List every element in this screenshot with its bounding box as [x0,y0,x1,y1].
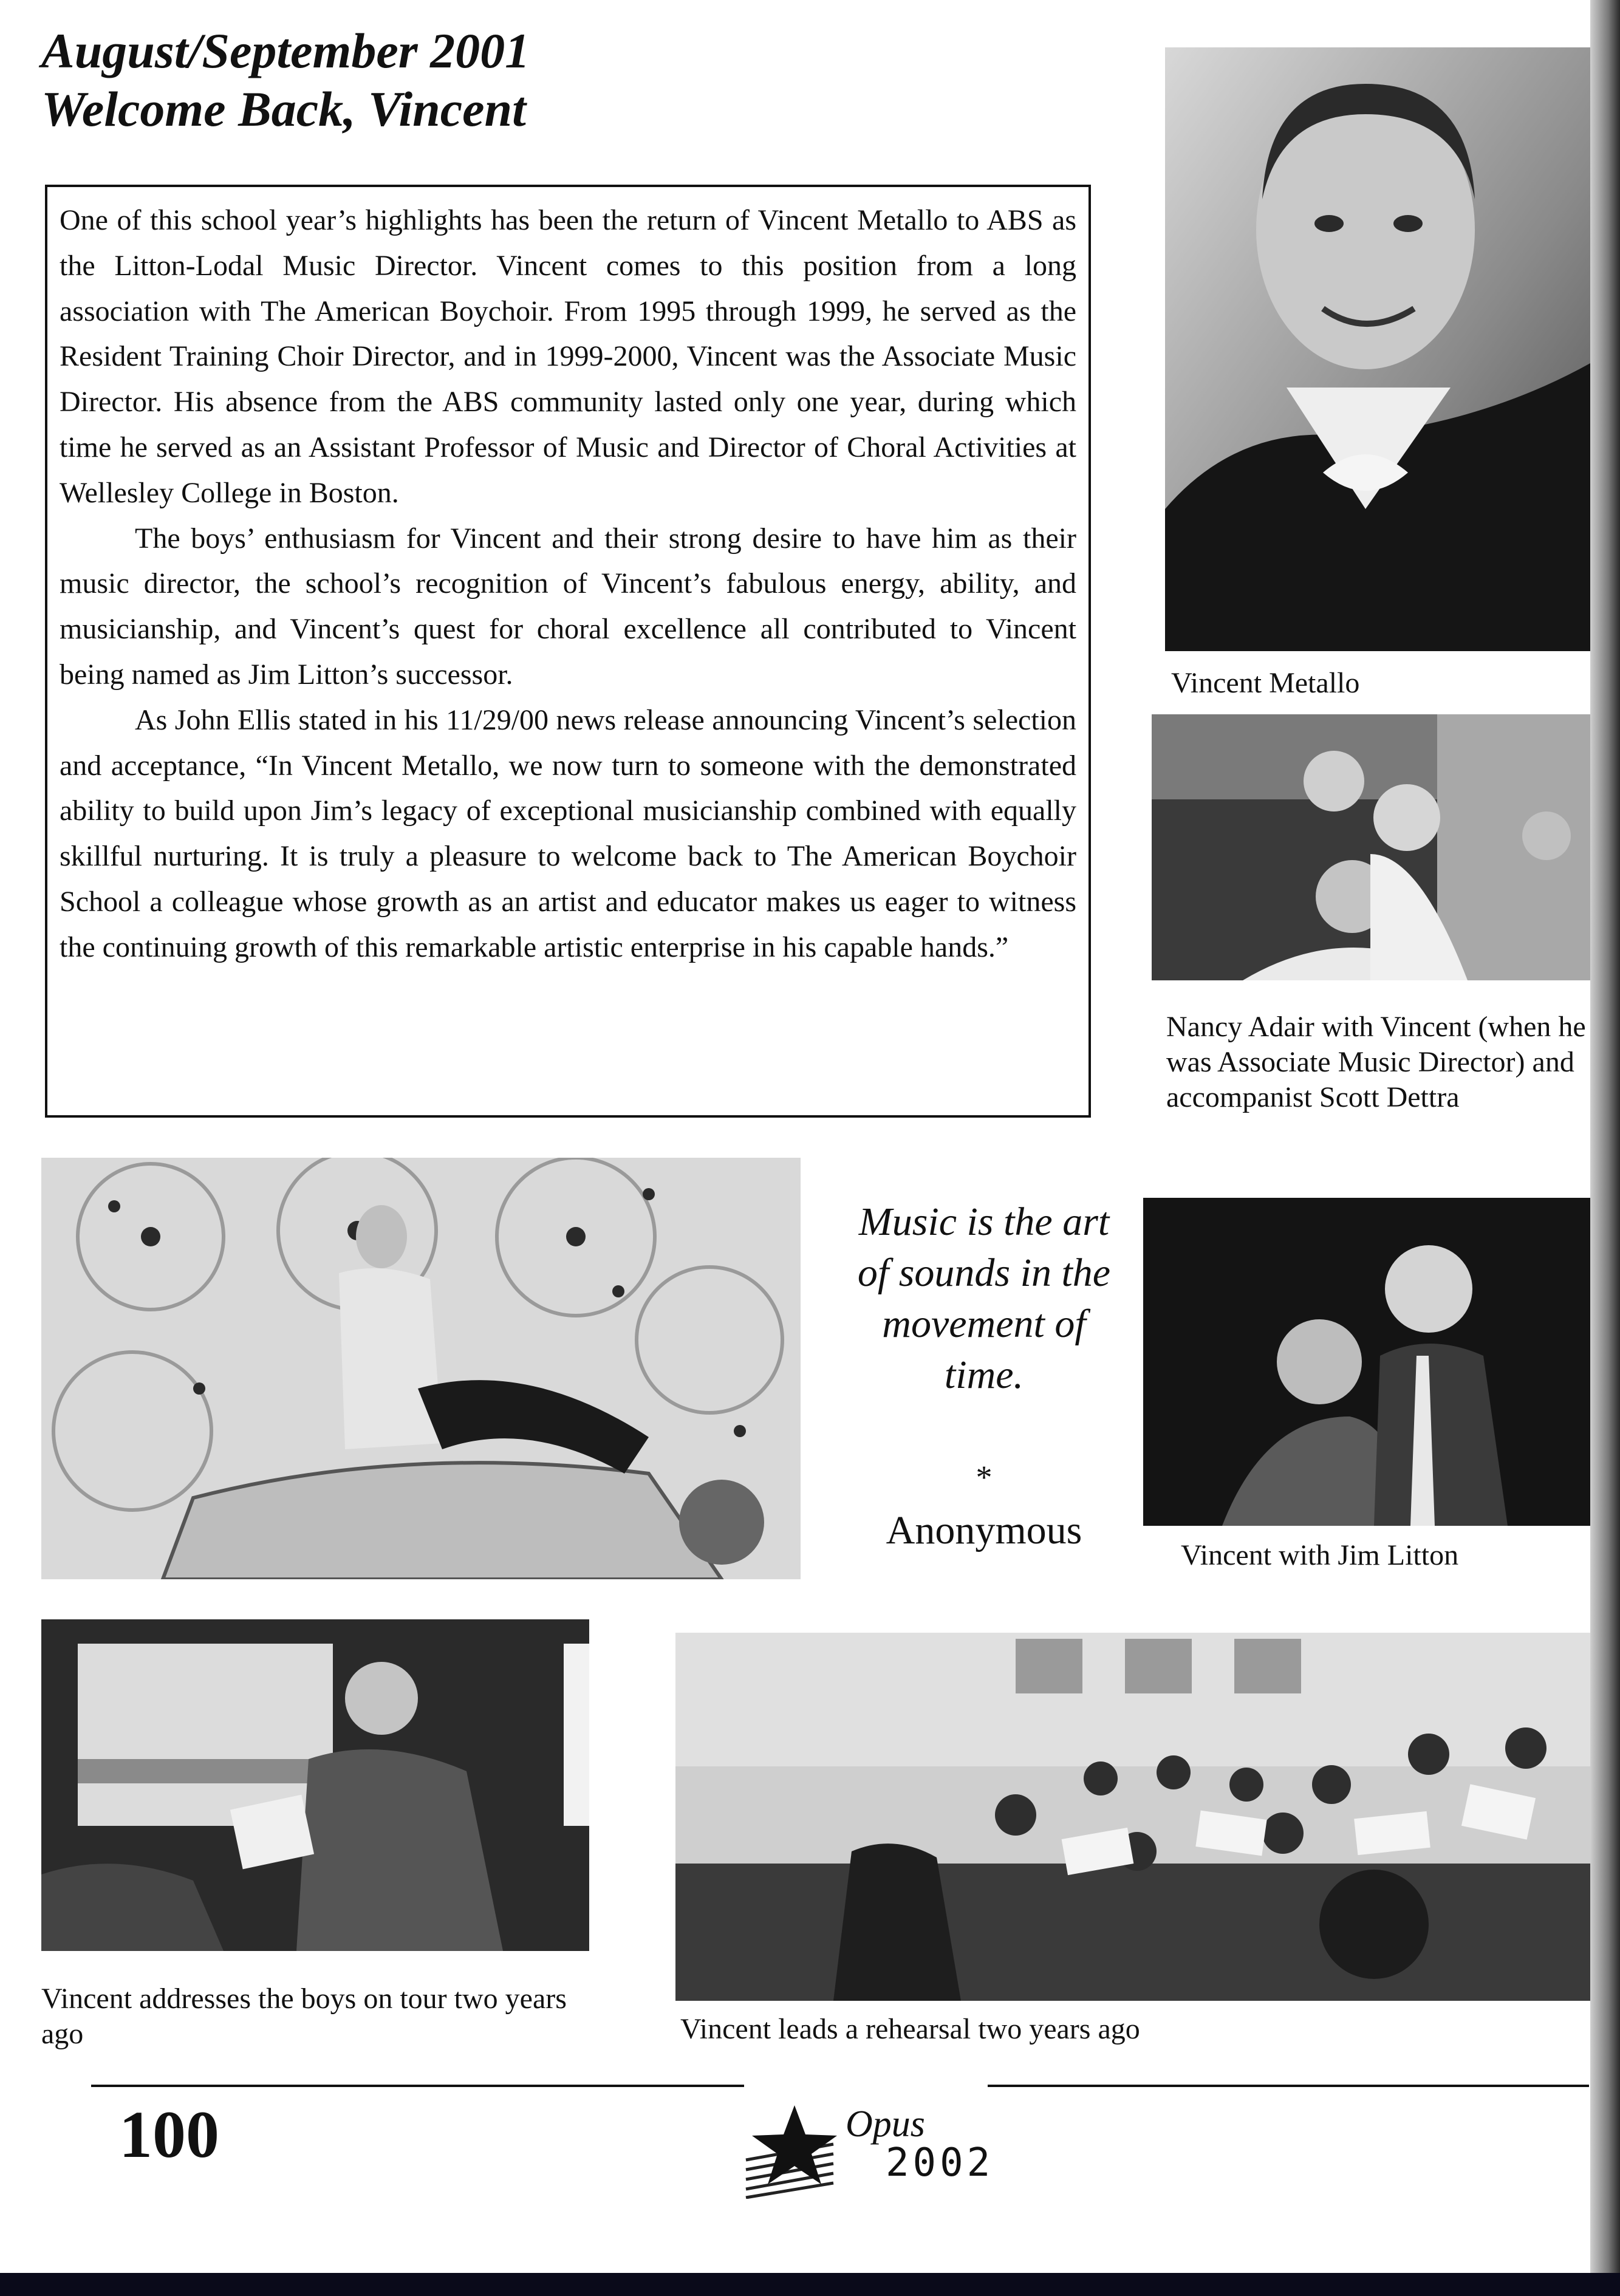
article-paragraph-2: The boys’ enthusiasm for Vincent and their strong desire to have him as their music director, the school’s recognition of Vincent’s fabulous energy, ability, and musicianship, and Vincent’s quest for choral excellence all contributed to Vincent being named as Jim Litton’s successor. [60,522,1076,691]
logo-year: 2002 [886,2141,994,2185]
photo-tour-bus [41,1619,589,1951]
opus-logo [742,2102,997,2199]
article-box [45,185,1091,1118]
photo-vincent-machine [41,1158,801,1579]
page-number: 100 [119,2097,219,2171]
photo-rehearsal [675,1633,1590,2001]
caption-litton: Vincent with Jim Litton [1181,1539,1459,1571]
quote-text: Music is the art of sounds in the movement of time. [857,1200,1111,1397]
caption-nancy: Nancy Adair with Vincent (when he was Associate Music Director) and accompanist Scott Dettra [1166,1011,1586,1113]
caption-rehearsal: Vincent leads a rehearsal two years ago [680,2013,1140,2045]
photo-vincent-portrait [1165,47,1590,651]
scan-bottom-edge [0,2273,1620,2296]
page-title [41,22,530,138]
caption-portrait: Vincent Metallo [1171,667,1360,699]
quote-author: Anonymous [886,1508,1082,1553]
footer-rule-left [91,2085,744,2087]
photo-nancy-adair [1152,714,1590,980]
title-headline: Welcome Back, Vincent [41,81,526,137]
article-paragraph-1: One of this school year’s highlights has been the return of Vincent Metallo to ABS as the Litton-Lodal Music Director. Vincent comes to this position from a long association with The American Boychoir. From 1995 through 1999, he served as the Resident Training Choir Director, and in 1999-2000, Vincent was the Associate Music Director. His absence from the ABS community lasted only one year, during which time he served as an Assistant Professor of Music and Director of Choral Activities at Wellesley College in Boston. [60,204,1076,509]
quote-asterisk: * [976,1459,993,1495]
article-paragraph-3: As John Ellis stated in his 11/29/00 news release announcing Vincent’s selection and acceptance, “In Vincent Metallo, we now turn to someone with the demonstrated ability to build upon Jim’s legacy of exceptional musicianship combined with equally skillful nurturing. It is truly a pleasure to welcome back to The American Boychoir School a colleague whose growth as an artist and educator makes us eager to witness the continuing growth of this remarkable artistic enterprise in his capable hands.” [60,703,1076,963]
caption-tour: Vincent addresses the boys on tour two years ago [41,1983,567,2050]
title-date: August/September 2001 [41,23,530,78]
scan-right-edge [1590,0,1620,2273]
footer-rule-right [988,2085,1589,2087]
photo-jim-litton [1143,1198,1590,1526]
logo-word: Opus [846,2103,925,2145]
